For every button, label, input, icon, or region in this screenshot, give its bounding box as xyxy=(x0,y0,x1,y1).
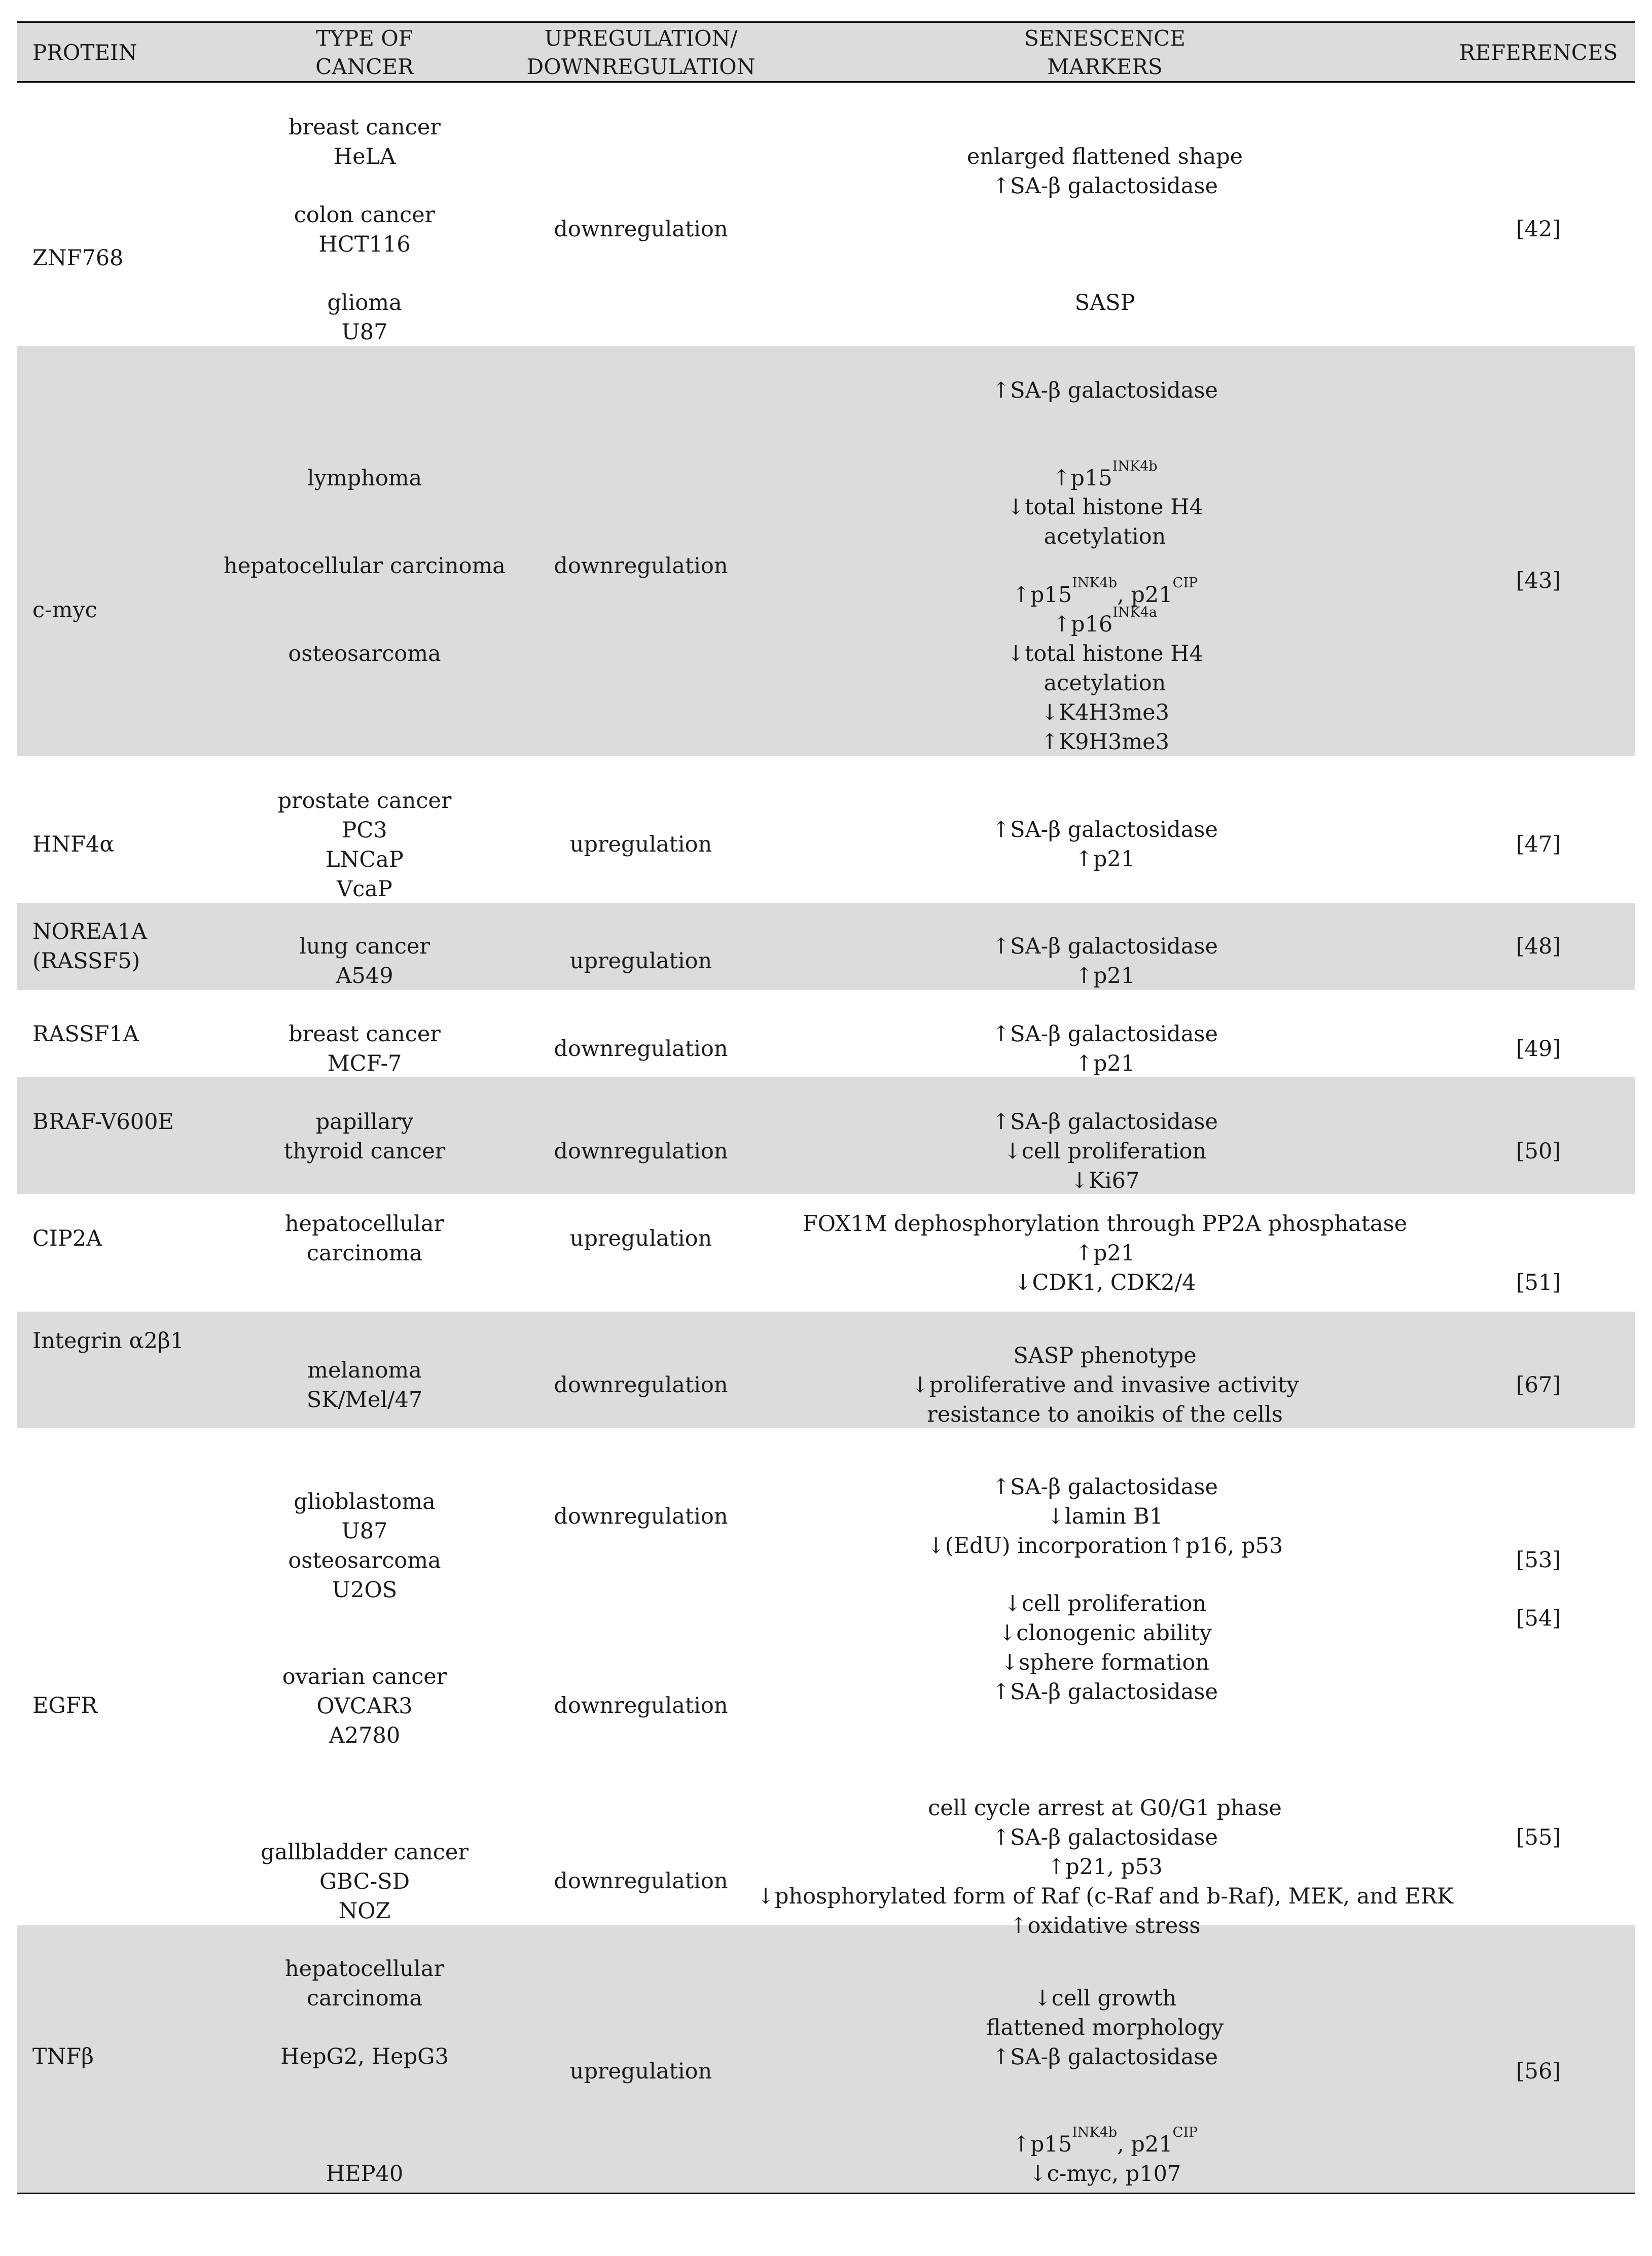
markers-cell: ↑SA-β galactosidase ↓lamin B1 ↓(EdU) incorporation↑p16, p53 xyxy=(926,1474,1283,1559)
type-cell: lung cancer A549 xyxy=(299,934,430,989)
regulation-cell: downregulation xyxy=(554,1036,728,1062)
reference-cell: [42] xyxy=(1516,217,1561,242)
marker-p16: ↑p16 xyxy=(1052,612,1113,637)
markers-cell: enlarged flattened shape ↑SA-β galactosidase xyxy=(966,144,1243,199)
type-cell: melanoma SK/Mel/47 xyxy=(306,1358,423,1413)
header-references: REFERENCES xyxy=(1459,40,1618,65)
superscript: CIP xyxy=(1172,575,1198,591)
superscript: INK4b xyxy=(1112,459,1158,474)
regulation-cell: upregulation xyxy=(569,2059,712,2084)
markers-cell xyxy=(742,605,1467,639)
regulation-cell: downregulation xyxy=(554,1372,728,1398)
type-cell: HEP40 xyxy=(326,2161,404,2187)
markers-cell xyxy=(742,2125,1467,2159)
type-cell: hepatocellular carcinoma xyxy=(284,1956,445,2011)
regulation-cell: downregulation xyxy=(554,553,728,579)
reference-cell: [54] xyxy=(1516,1606,1561,1631)
regulation-cell: upregulation xyxy=(569,1226,712,1251)
type-cell: HepG2, HepG3 xyxy=(280,2044,449,2069)
protein-cell: c-myc xyxy=(32,597,97,623)
markers-cell xyxy=(742,459,1467,493)
superscript: INK4a xyxy=(1112,605,1158,620)
protein-cell: ZNF768 xyxy=(32,245,124,271)
type-cell: hepatocellular carcinoma xyxy=(284,1211,445,1266)
superscript: CIP xyxy=(1172,2125,1198,2140)
superscript: INK4b xyxy=(1072,575,1118,591)
regulation-cell: downregulation xyxy=(554,1139,728,1164)
markers-cell: SASP xyxy=(1074,290,1135,315)
type-cell: lymphoma xyxy=(307,466,422,491)
markers-cell: ↑SA-β galactosidase ↑p21 xyxy=(992,1021,1218,1076)
marker-p15: ↑p15 xyxy=(1012,2132,1072,2157)
marker-p21: , p21 xyxy=(1117,582,1173,608)
type-cell: breast cancer MCF-7 xyxy=(289,1021,441,1076)
markers-cell: cell cycle arrest at G0/G1 phase ↑SA-β galactosidase ↑p21, p53 ↓phosphorylated form of Raf (c-Raf and b-Raf), MEK, and ERK ↑oxidative stress xyxy=(756,1795,1454,1938)
reference-cell: [48] xyxy=(1516,934,1561,959)
protein-cell: HNF4α xyxy=(32,832,115,857)
reference-cell: [50] xyxy=(1516,1139,1561,1164)
regulation-cell: upregulation xyxy=(569,832,712,857)
protein-cell: RASSF1A xyxy=(32,1021,139,1047)
reference-cell: [53] xyxy=(1516,1547,1561,1573)
markers-cell xyxy=(742,575,1467,610)
markers-cell: ↑SA-β galactosidase ↑p21 xyxy=(992,817,1218,872)
regulation-cell: downregulation xyxy=(554,1693,728,1718)
markers-cell: ↑SA-β galactosidase xyxy=(992,378,1218,403)
markers-cell: ↑SA-β galactosidase ↓cell proliferation ↓Ki67 xyxy=(992,1109,1218,1193)
type-cell: papillary thyroid cancer xyxy=(283,1109,446,1164)
type-cell: hepatocellular carcinoma xyxy=(224,553,506,579)
protein-cell: TNFβ xyxy=(32,2044,94,2069)
markers-cell: ↑SA-β galactosidase ↑p21 xyxy=(992,934,1218,989)
table-page xyxy=(17,0,1635,2256)
type-cell: colon cancer HCT116 xyxy=(294,202,436,257)
header-markers: SENESCENCE MARKERS xyxy=(1024,26,1186,79)
reference-cell: [49] xyxy=(1516,1036,1561,1062)
reference-cell: [56] xyxy=(1516,2059,1561,2084)
markers-cell: ↓cell proliferation ↓clonogenic ability ↓sphere formation ↑SA-β galactosidase xyxy=(992,1591,1218,1705)
protein-cell: EGFR xyxy=(32,1693,97,1718)
superscript: INK4b xyxy=(1072,2125,1118,2140)
type-cell: breast cancer HeLA xyxy=(289,115,441,169)
header-type: TYPE OF CANCER xyxy=(315,26,414,79)
bottom-rule xyxy=(17,2193,1635,2194)
protein-cell: BRAF-V600E xyxy=(32,1109,174,1135)
markers-cell: FOX1M dephosphorylation through PP2A phosphatase ↑p21 ↓CDK1, CDK2/4 xyxy=(802,1211,1408,1295)
reference-cell: [51] xyxy=(1516,1270,1561,1295)
header-regulation: UPREGULATION/ DOWNREGULATION xyxy=(526,26,756,79)
regulation-cell: upregulation xyxy=(569,948,712,974)
header-protein: PROTEIN xyxy=(32,40,137,65)
type-cell: glioblastoma U87 osteosarcoma U2OS xyxy=(288,1489,441,1603)
protein-cell: CIP2A xyxy=(32,1226,102,1251)
top-rule xyxy=(17,21,1635,23)
type-cell: osteosarcoma xyxy=(288,641,441,666)
type-cell: glioma U87 xyxy=(327,290,402,345)
type-cell: ovarian cancer OVCAR3 A2780 xyxy=(282,1664,447,1748)
reference-cell: [47] xyxy=(1516,832,1561,857)
marker-p21: , p21 xyxy=(1117,2132,1173,2157)
markers-cell: ↓total histone H4 acetylation xyxy=(1007,495,1203,549)
regulation-cell: downregulation xyxy=(554,1504,728,1529)
markers-cell: SASP phenotype ↓proliferative and invasive activity resistance to anoikis of the cells xyxy=(911,1343,1299,1427)
marker-p15: ↑p15 xyxy=(1052,466,1112,491)
header-rule xyxy=(17,81,1635,83)
type-cell: prostate cancer PC3 LNCaP VcaP xyxy=(277,788,452,902)
markers-cell: ↓total histone H4 acetylation ↓K4H3me3 ↑K9H3me3 xyxy=(1007,641,1203,755)
type-cell: gallbladder cancer GBC-SD NOZ xyxy=(261,1840,469,1924)
regulation-cell: downregulation xyxy=(554,1869,728,1894)
protein-cell: NOREA1A (RASSF5) xyxy=(32,919,148,974)
protein-cell: Integrin α2β1 xyxy=(32,1328,185,1354)
markers-cell: ↓cell growth flattened morphology ↑SA-β galactosidase xyxy=(986,1986,1224,2070)
reference-cell: [43] xyxy=(1516,568,1561,593)
reference-cell: [55] xyxy=(1516,1825,1561,1850)
marker-p15: ↑p15 xyxy=(1012,582,1072,608)
markers-cell: ↓c-myc, p107 xyxy=(1028,2161,1181,2187)
regulation-cell: downregulation xyxy=(554,217,728,242)
reference-cell: [67] xyxy=(1516,1372,1561,1398)
